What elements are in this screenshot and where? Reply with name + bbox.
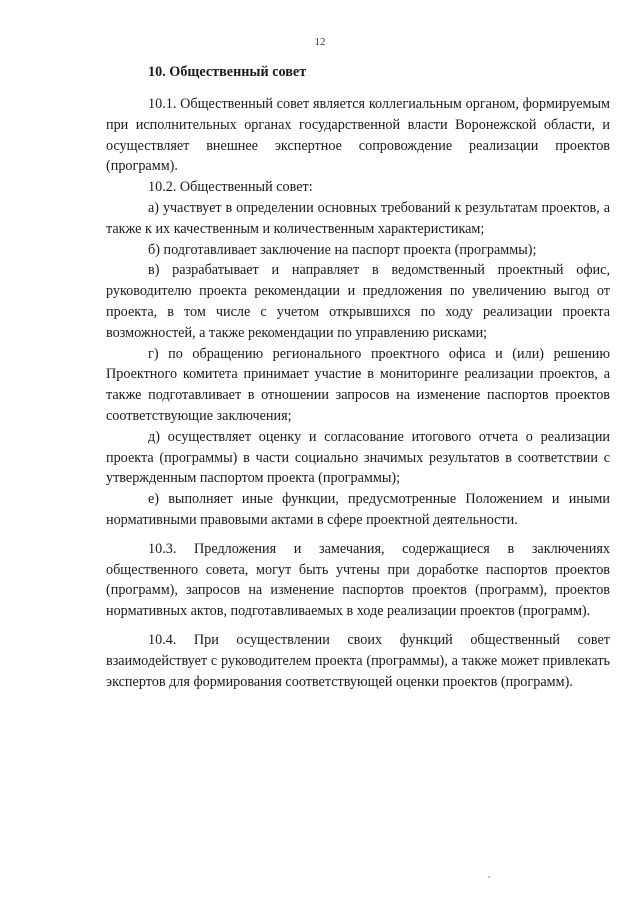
list-item-e: е) выполняет иные функции, предусмотренные Положением и иными нормативными правовыми актами в сфере проектной деятельности. [106,491,610,528]
paragraph-10-2: 10.2. Общественный совет: [148,179,313,196]
list-item-g: г) по обращению регионального проектного офиса и (или) решению Проектного комитета принимает участие в мониторинге реализации проектов, а также подготавливает в отношении запросов на изменение паспортов проектов соответствующие заключения; [106,345,610,424]
section-title: 10. Общественный совет [148,64,307,80]
list-item-b: б) подготавливает заключение на паспорт проекта (программы); [148,241,537,258]
scan-artifact-dot [488,876,490,878]
list-item-d: д) осуществляет оценку и согласование итогового отчета о реализации проекта (программы) в части социально значимых результатов в соответствии с утвержденным паспортом проекта (программы); [106,428,610,487]
list-item-v: в) разрабатывает и направляет в ведомственный проектный офис, руководителю проекта рекомендации и предложения по увеличению выгод от проекта, в том числе с учетом открывшихся по ходу реализации проекта возможностей, а также рекомендации по управлению рисками; [106,262,610,341]
page-number: 12 [314,36,326,48]
paragraph-10-3: 10.3. Предложения и замечания, содержащиеся в заключениях общественного совета, могут быть учтены при доработке паспортов проектов (программ), запросов на изменение паспортов проектов (программ), проектов нормативных актов, подготавливаемых в ходе реализации проектов (программ). [106,540,610,620]
paragraph-10-1: 10.1. Общественный совет является коллегиальным органом, формируемым при исполнительных органах государственной власти Воронежской области, и осуществляет внешнее экспертное сопровождение реализации проектов (программ). [106,96,610,175]
document-body [106,62,610,692]
paragraph-10-4: 10.4. При осуществлении своих функций общественный совет взаимодействует с руководителем проекта (программы), а также может привлекать экспертов для формирования соответствующей оценки проектов (программ). [106,631,610,690]
list-item-a: а) участвует в определении основных требований к результатам проектов, а также к их качественным и количественным характеристикам; [106,199,610,237]
